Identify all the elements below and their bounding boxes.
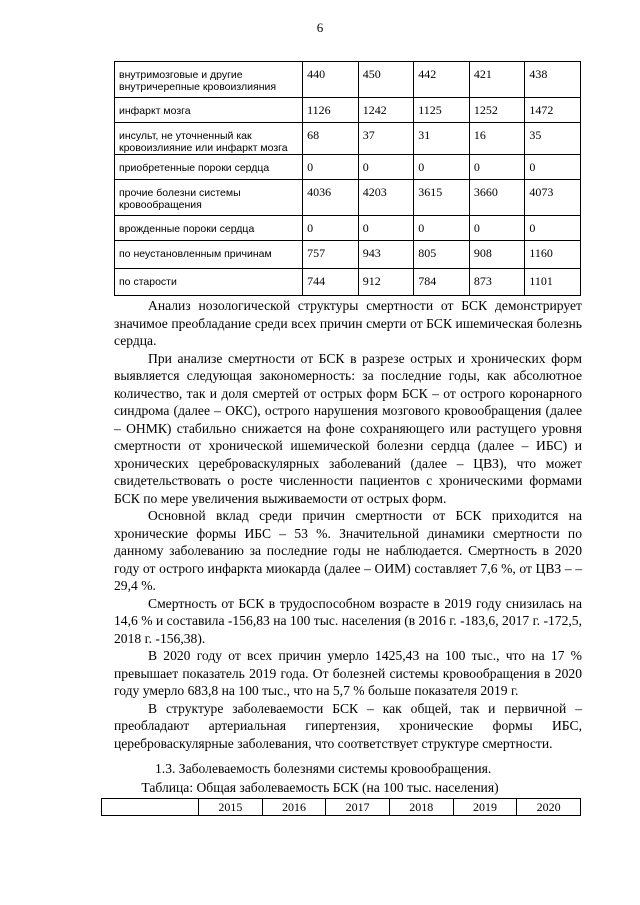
year-header: 2017 [326, 799, 390, 816]
table-cell: 0 [358, 216, 414, 241]
morbidity-header-blank [102, 799, 199, 816]
table-cell: 1160 [525, 241, 581, 269]
row-label: приобретенные пороки сердца [115, 155, 303, 180]
row-label: инфаркт мозга [115, 98, 303, 123]
row-label: внутримозговые и другие внутричерепные кровоизлияния [115, 62, 303, 98]
row-label: инсульт, не уточненный как кровоизлияние или инфаркт мозга [115, 123, 303, 155]
year-header: 2015 [199, 799, 263, 816]
paragraph-4: Смертность от БСК в трудоспособном возрасте в 2019 году снизилась на 14,6 % и составила -156,83 на 100 тыс. населения (в 2016 г. -183,6, 2017 г. -172,5, 2018 г. -156,38). [114, 595, 582, 646]
table-cell: 1126 [303, 98, 359, 123]
table-row [115, 98, 581, 123]
table-row [115, 155, 581, 180]
table-caption: Таблица: Общая заболеваемость БСК (на 100 тыс. населения) [141, 780, 499, 795]
table-cell: 0 [303, 155, 359, 180]
table-cell: 0 [525, 155, 581, 180]
table-cell: 0 [525, 216, 581, 241]
row-label: врожденные пороки сердца [115, 216, 303, 241]
table-cell: 912 [358, 269, 414, 296]
table-cell: 438 [525, 62, 581, 98]
table-cell: 31 [414, 123, 470, 155]
table-cell: 744 [303, 269, 359, 296]
page-number: 6 [316, 20, 324, 35]
table-cell: 440 [303, 62, 359, 98]
table-row [115, 180, 581, 216]
table-cell: 1242 [358, 98, 414, 123]
table-cell: 0 [414, 155, 470, 180]
table-row [115, 269, 581, 296]
paragraph-5: В 2020 году от всех причин умерло 1425,43 на 100 тыс., что на 17 % превышает показатель 2019 года. От болезней системы кровообращения в 2020 году умерло 683,8 на 100 тыс., что на 5,7 % больше показателя 2019 г. [114, 648, 582, 698]
mortality-table [114, 61, 581, 296]
table-cell: 1472 [525, 98, 581, 123]
paragraph-3: Основной вклад среди причин смертности от БСК приходится на хронические формы ИБС – 53 %. Значительной динамики смертности по данному заболеванию за последние годы не наблюдается. Смертность в 2020 году от острого инфаркта миокарда (далее – ОИМ) составляет 7,6 %, от ЦВЗ – – 29,4 %. [114, 508, 582, 593]
table-cell: 1101 [525, 269, 581, 296]
year-header: 2019 [453, 799, 517, 816]
table-cell: 908 [469, 241, 525, 269]
table-cell: 16 [469, 123, 525, 155]
table-cell: 0 [469, 155, 525, 180]
table-cell: 757 [303, 241, 359, 269]
table-cell: 784 [414, 269, 470, 296]
table-cell: 805 [414, 241, 470, 269]
table-row [115, 241, 581, 269]
table-cell: 0 [469, 216, 525, 241]
subsection-heading: 1.3. Заболеваемость болезнями системы кровообращения. [155, 761, 492, 776]
table-cell: 4203 [358, 180, 414, 216]
table-cell: 943 [358, 241, 414, 269]
table-row [115, 62, 581, 98]
table-cell: 4036 [303, 180, 359, 216]
paragraph-2: При анализе смертности от БСК в разрезе острых и хронических форм выявляется следующая закономерность: за последние годы, как абсолютное количество, так и доля смертей от острых форм БСК – от острого коронарного синдрома (далее – ОКС), острого нарушения мозгового кровообращения (далее – ОНМК) стабильно снижается на фоне сохраняющего или растущего уровня смертности от хронической ишемической болезни сердца (далее – ИБС) и хронических цереброваскулярных заболеваний (далее – ЦВЗ), что может свидетельствовать о росте численности пациентов с хроническими формами БСК по мере увеличения выживаемости от острых форм. [114, 350, 582, 506]
row-label: по неустановленным причинам [115, 241, 303, 269]
row-label: прочие болезни системы кровообращения [115, 180, 303, 216]
table-cell: 0 [303, 216, 359, 241]
table-cell: 873 [469, 269, 525, 296]
table-cell: 35 [525, 123, 581, 155]
table-cell: 37 [358, 123, 414, 155]
table-cell: 0 [414, 216, 470, 241]
table-cell: 3615 [414, 180, 470, 216]
morbidity-table [101, 798, 581, 816]
table-cell: 3660 [469, 180, 525, 216]
year-header: 2018 [389, 799, 453, 816]
table-row [115, 123, 581, 155]
body-text [114, 297, 582, 752]
table-cell: 442 [414, 62, 470, 98]
table-cell: 68 [303, 123, 359, 155]
table-row [115, 216, 581, 241]
morbidity-header-row [102, 799, 581, 816]
year-header: 2016 [262, 799, 326, 816]
paragraph-6: В структуре заболеваемости БСК – как общей, так и первичной – преобладают артериальная гипертензия, хронические формы ИБС, цереброваскулярные заболевания, что соответствует структуре смертности. [114, 700, 582, 751]
table-cell: 421 [469, 62, 525, 98]
table-cell: 1125 [414, 98, 470, 123]
row-label: по старости [115, 269, 303, 296]
table-cell: 0 [358, 155, 414, 180]
paragraph-1: Анализ нозологической структуры смертности от БСК демонстрирует значимое преобладание среди всех причин смерти от БСК ишемическая болезнь сердца. [114, 298, 582, 348]
table-cell: 450 [358, 62, 414, 98]
table-cell: 1252 [469, 98, 525, 123]
table-cell: 4073 [525, 180, 581, 216]
year-header: 2020 [517, 799, 581, 816]
